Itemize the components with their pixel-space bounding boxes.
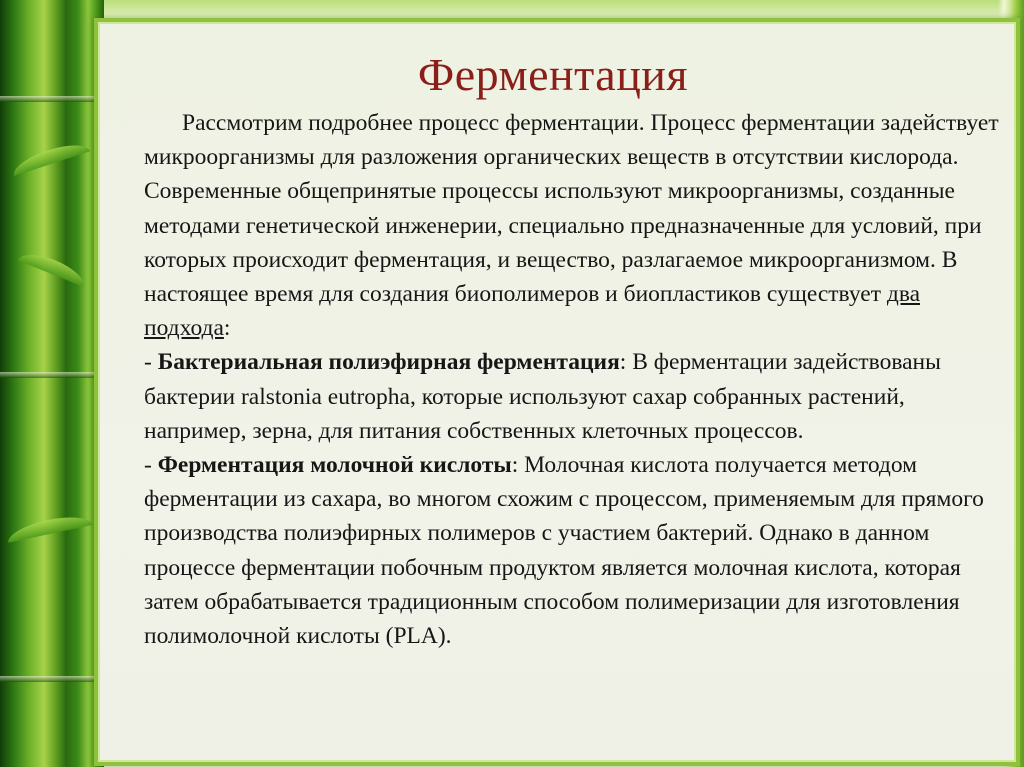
- bamboo-leaf: [5, 511, 92, 543]
- list-item-term: Бактериальная полиэфирная ферментация: [157, 349, 620, 376]
- slide-title: Ферментация: [417, 49, 689, 100]
- bamboo-leaf: [18, 247, 88, 286]
- intro-colon: :: [223, 315, 231, 342]
- list-item-term: Ферментация молочной кислоты: [157, 452, 512, 479]
- bamboo-joint: [0, 372, 104, 378]
- list-item: [144, 345, 1008, 448]
- intro-paragraph: [144, 106, 1008, 345]
- intro-text: Рассмотрим подробнее процесс ферментации. Процесс ферментации задействует микроорганизмы для разложения органических веществ в отсутствии кислорода. Современные общепринятые процессы используют микроорганизмы, созданные методами генетической инженерии, специально предназначенные для условий, при которых происходит ферментация, и вещество, разлагаемое микроорганизмом. В настоящее время для создания биополимеров и биопластиков существует: [144, 110, 999, 308]
- list-item-dash: -: [144, 349, 158, 376]
- list-item-text: Молочная кислота получается методом ферментации из сахара, во многом схожим с процессом, применяемым для прямого производства полиэфирных полимеров с участием бактерий. Однако в данном процессе ферментации побочным продуктом является молочная кислота, которая затем обрабатывается традиционным способом полимеризации для изготовления полимолочной кислоты (PLA).: [144, 452, 984, 650]
- slide-content-frame: [94, 18, 1020, 766]
- list-item-text: В ферментации задействованы бактерии ralstonia eutropha, которые используют сахар собранных растений, например, зерна, для питания собственных клеточных процессов.: [144, 349, 941, 444]
- list-item-colon: :: [511, 452, 519, 479]
- list-item-dash: -: [144, 452, 158, 479]
- bamboo-leaf: [10, 138, 90, 176]
- list-item-colon: :: [619, 349, 627, 376]
- bamboo-joint: [0, 96, 104, 102]
- list-item: [144, 448, 1008, 653]
- slide-body: [144, 106, 1008, 653]
- two-approaches-text: два подхода: [144, 281, 921, 342]
- bamboo-joint: [0, 676, 104, 682]
